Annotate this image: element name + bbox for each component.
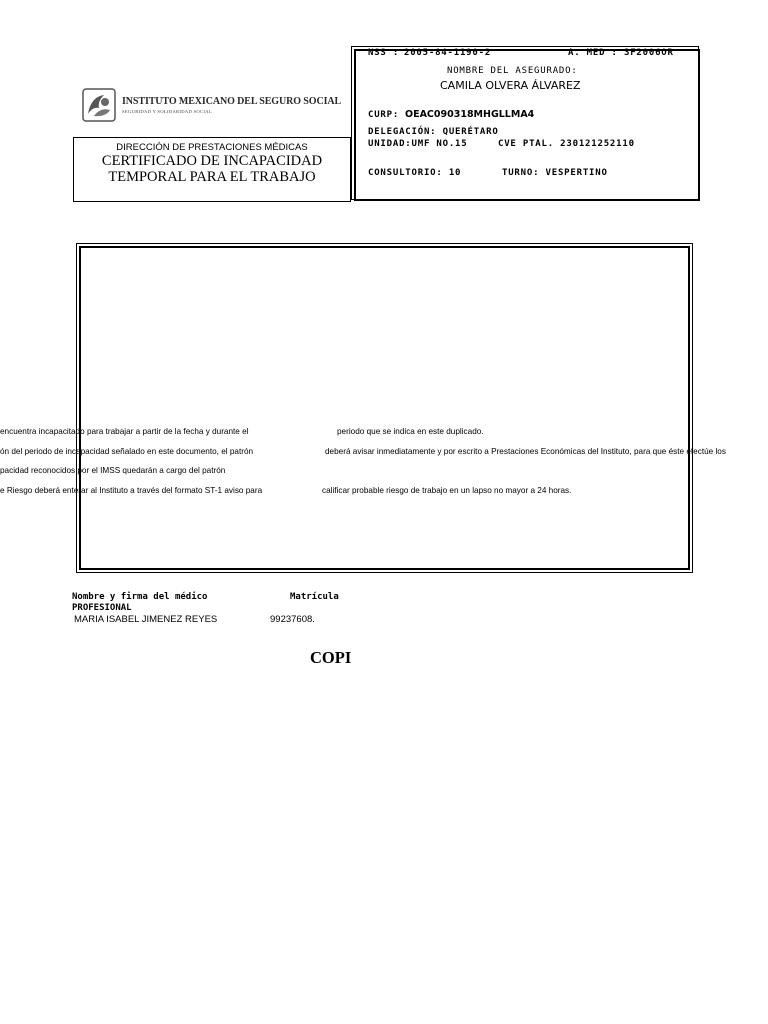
- certificate-title-line2: TEMPORAL PARA EL TRABAJO: [108, 169, 316, 185]
- matricula-value: 99237608.: [270, 614, 315, 625]
- insured-info-box: [351, 46, 699, 200]
- legal-line-2b: deberá avisar inmediatamente y por escrito a Prestaciones Económicas del Instituto, para que éste efectúe los: [325, 447, 726, 456]
- nss-label: NSS :: [368, 48, 400, 58]
- insured-name-label: NOMBRE DEL ASEGURADO:: [447, 66, 578, 76]
- legal-line-3a: pacidad reconocidos por el IMSS quedarán a cargo del patrón: [0, 466, 226, 475]
- insured-name: CAMILA OLVERA ÁLVAREZ: [440, 79, 581, 92]
- legal-line-4b: calificar probable riesgo de trabajo en un lapso no mayor a 24 horas.: [322, 486, 572, 495]
- curp-value: OEAC090318MHGLLMA4: [405, 109, 535, 120]
- legal-line-1b: periodo que se indica en este duplicado.: [337, 427, 484, 436]
- legal-line-4a: e Riesgo deberá enterar al Instituto a través del formato ST-1 aviso para: [0, 486, 263, 495]
- certificate-body-inner-border: [79, 246, 690, 570]
- matricula-label: Matrícula: [290, 592, 339, 602]
- copy-label: COPI: [310, 648, 352, 667]
- consultorio: CONSULTORIO: 10: [368, 168, 462, 178]
- imss-logo: [82, 88, 342, 122]
- certificate-title-line1: CERTIFICADO DE INCAPACIDAD: [101, 153, 323, 169]
- amed-value: 3F2006OR: [624, 48, 674, 58]
- directorate-label: DIRECCIÓN DE PRESTACIONES MÉDICAS: [116, 142, 308, 153]
- legal-line-2a: ón del periodo de incapacidad señalado en este documento, el patrón: [0, 447, 254, 456]
- institution-name: INSTITUTO MEXICANO DEL SEGURO SOCIAL: [122, 96, 342, 107]
- certificate-title-box: [73, 137, 351, 202]
- legal-line-1a: encuentra incapacitado para trabajar a partir de la fecha y durante el: [0, 427, 249, 436]
- amed-label: A. MED :: [568, 48, 618, 58]
- turno: TURNO: VESPERTINO: [502, 168, 608, 178]
- doctor-name-label: Nombre y firma del médico: [72, 592, 208, 602]
- delegacion: DELEGACIÓN: QUERÉTARO: [368, 127, 499, 137]
- doctor-name: MARIA ISABEL JIMENEZ REYES: [74, 614, 218, 625]
- professional-label: PROFESIONAL: [72, 603, 132, 613]
- institution-tagline: SEGURIDAD Y SOLIDARIDAD SOCIAL: [122, 109, 212, 114]
- nss-value: 2005-84-1190-2: [404, 48, 492, 58]
- certificate-body-box: [76, 243, 693, 573]
- imss-emblem-icon: [82, 88, 116, 122]
- cve-ptal: CVE PTAL. 230121252110: [498, 139, 635, 149]
- unidad: UNIDAD:UMF NO.15: [368, 139, 468, 149]
- curp-label: CURP:: [368, 110, 400, 120]
